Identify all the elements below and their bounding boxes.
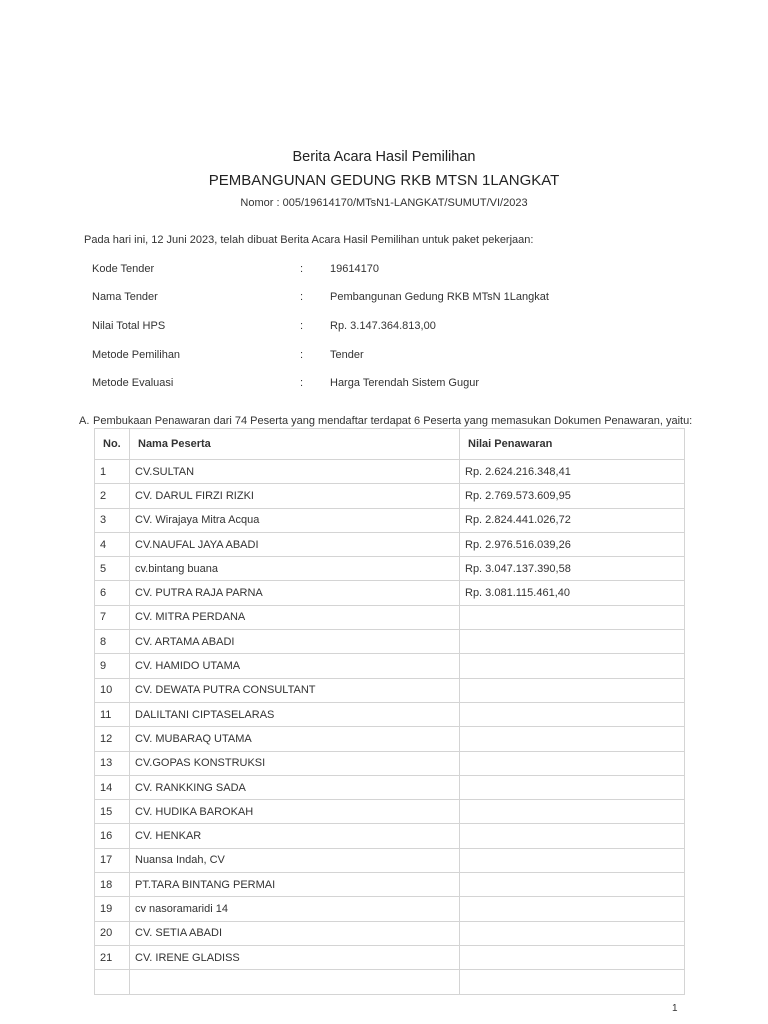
- cell-nama-peserta: CV. HAMIDO UTAMA: [130, 654, 460, 678]
- cell-no: 13: [95, 751, 130, 775]
- table-row: [95, 727, 685, 751]
- info-label: Nama Tender: [92, 291, 158, 303]
- info-label: Kode Tender: [92, 263, 155, 275]
- info-value: Harga Terendah Sistem Gugur: [330, 377, 479, 389]
- table-row: [95, 654, 685, 678]
- cell-nama-peserta: CV. SETIA ABADI: [130, 921, 460, 945]
- cell-no: 2: [95, 484, 130, 508]
- cell-no: 15: [95, 800, 130, 824]
- document-subtitle: PEMBANGUNAN GEDUNG RKB MTSN 1LANGKAT: [208, 172, 560, 189]
- table-row: [95, 532, 685, 556]
- participants-table: [94, 428, 685, 995]
- cell-nama-peserta: CV.NAUFAL JAYA ABADI: [130, 532, 460, 556]
- cell-no: 21: [95, 945, 130, 969]
- cell-nama-peserta: CV. MUBARAQ UTAMA: [130, 727, 460, 751]
- cell-no: 19: [95, 897, 130, 921]
- table-row: [95, 824, 685, 848]
- cell-no: 1: [95, 460, 130, 484]
- cell-nilai-penawaran: Rp. 3.047.137.390,58: [460, 557, 685, 581]
- table-row: [95, 630, 685, 654]
- info-row-nama-tender: [92, 291, 692, 305]
- table-row: [95, 897, 685, 921]
- info-colon: :: [300, 320, 304, 332]
- cell-nama-peserta: CV. PUTRA RAJA PARNA: [130, 581, 460, 605]
- info-row-kode-tender: [92, 263, 692, 277]
- info-value: 19614170: [330, 263, 379, 275]
- cell-no: 14: [95, 775, 130, 799]
- cell-no: 11: [95, 702, 130, 726]
- info-colon: :: [300, 291, 304, 303]
- cell-nilai-penawaran: [460, 848, 685, 872]
- cell-nilai-penawaran: [460, 921, 685, 945]
- section-a-text: Pembukaan Penawaran dari 74 Peserta yang mendaftar terdapat 6 Peserta yang memasukan Dokumen Penawaran, yaitu:: [93, 415, 693, 427]
- cell-nilai-penawaran: Rp. 2.976.516.039,26: [460, 532, 685, 556]
- cell-nama-peserta: CV. IRENE GLADISS: [130, 945, 460, 969]
- cell-nama-peserta: CV. MITRA PERDANA: [130, 605, 460, 629]
- cell-nama-peserta: CV. DEWATA PUTRA CONSULTANT: [130, 678, 460, 702]
- document-title: Berita Acara Hasil Pemilihan: [292, 149, 476, 165]
- cell-nilai-penawaran: [460, 800, 685, 824]
- cell-nilai-penawaran: Rp. 2.769.573.609,95: [460, 484, 685, 508]
- info-value: Rp. 3.147.364.813,00: [330, 320, 436, 332]
- table-row: [95, 945, 685, 969]
- cell-no: 8: [95, 630, 130, 654]
- table-row: [95, 751, 685, 775]
- cell-nama-peserta: CV.GOPAS KONSTRUKSI: [130, 751, 460, 775]
- cell-nama-peserta: PT.TARA BINTANG PERMAI: [130, 873, 460, 897]
- cell-nilai-penawaran: [460, 873, 685, 897]
- table-row: [95, 873, 685, 897]
- header-nama-peserta: Nama Peserta: [130, 429, 460, 460]
- table-row: [95, 800, 685, 824]
- cell-nilai-penawaran: [460, 605, 685, 629]
- cell-nama-peserta: Nuansa Indah, CV: [130, 848, 460, 872]
- cell-nilai-penawaran: [460, 702, 685, 726]
- header-no: No.: [95, 429, 130, 460]
- cell-no: 18: [95, 873, 130, 897]
- table-row: [95, 484, 685, 508]
- info-colon: :: [300, 263, 304, 275]
- info-row-metode-evaluasi: [92, 377, 692, 391]
- cell-no: [95, 970, 130, 994]
- table-row: [95, 848, 685, 872]
- table-row: [95, 460, 685, 484]
- cell-no: 20: [95, 921, 130, 945]
- info-value: Tender: [330, 349, 364, 361]
- cell-nilai-penawaran: [460, 727, 685, 751]
- section-marker: A.: [79, 415, 90, 427]
- cell-no: 12: [95, 727, 130, 751]
- cell-nilai-penawaran: [460, 897, 685, 921]
- table-row: [95, 921, 685, 945]
- intro-paragraph: Pada hari ini, 12 Juni 2023, telah dibuat Berita Acara Hasil Pemilihan untuk paket pekerjaan:: [84, 234, 534, 246]
- table-row: [95, 508, 685, 532]
- page-number: 1: [672, 1003, 678, 1014]
- cell-nilai-penawaran: [460, 824, 685, 848]
- cell-nilai-penawaran: [460, 751, 685, 775]
- info-label: Metode Evaluasi: [92, 377, 174, 389]
- cell-nilai-penawaran: [460, 630, 685, 654]
- cell-no: 9: [95, 654, 130, 678]
- cell-nama-peserta: CV. ARTAMA ABADI: [130, 630, 460, 654]
- info-label: Nilai Total HPS: [92, 320, 166, 332]
- cell-no: 16: [95, 824, 130, 848]
- cell-no: 4: [95, 532, 130, 556]
- cell-nilai-penawaran: [460, 970, 685, 994]
- cell-nama-peserta: CV. DARUL FIRZI RIZKI: [130, 484, 460, 508]
- cell-nilai-penawaran: Rp. 2.624.216.348,41: [460, 460, 685, 484]
- table-row: [95, 557, 685, 581]
- info-colon: :: [300, 349, 304, 361]
- info-colon: :: [300, 377, 304, 389]
- cell-nilai-penawaran: Rp. 2.824.441.026,72: [460, 508, 685, 532]
- cell-nilai-penawaran: [460, 775, 685, 799]
- info-value: Pembangunan Gedung RKB MTsN 1Langkat: [330, 291, 549, 303]
- table-row: [95, 605, 685, 629]
- cell-no: 10: [95, 678, 130, 702]
- document-number: Nomor : 005/19614170/MTsN1-LANGKAT/SUMUT/VI/2023: [240, 197, 528, 209]
- info-label: Metode Pemilihan: [92, 349, 181, 361]
- cell-nama-peserta: CV. RANKKING SADA: [130, 775, 460, 799]
- cell-nilai-penawaran: [460, 678, 685, 702]
- table-row: [95, 702, 685, 726]
- info-row-nilai-hps: [92, 320, 692, 334]
- table-header-row: [95, 429, 685, 460]
- cell-nama-peserta: cv.bintang buana: [130, 557, 460, 581]
- cell-nama-peserta: CV. Wirajaya Mitra Acqua: [130, 508, 460, 532]
- cell-nama-peserta: cv nasoramaridi 14: [130, 897, 460, 921]
- table-row: [95, 970, 685, 994]
- cell-nama-peserta: CV. HUDIKA BAROKAH: [130, 800, 460, 824]
- section-a-heading: [79, 415, 692, 427]
- cell-nama-peserta: DALILTANI CIPTASELARAS: [130, 702, 460, 726]
- cell-nama-peserta: CV.SULTAN: [130, 460, 460, 484]
- table-row: [95, 775, 685, 799]
- cell-no: 7: [95, 605, 130, 629]
- cell-no: 17: [95, 848, 130, 872]
- table-row: [95, 581, 685, 605]
- table-row: [95, 678, 685, 702]
- cell-no: 5: [95, 557, 130, 581]
- cell-nilai-penawaran: Rp. 3.081.115.461,40: [460, 581, 685, 605]
- cell-nilai-penawaran: [460, 945, 685, 969]
- cell-nama-peserta: CV. HENKAR: [130, 824, 460, 848]
- header-nilai-penawaran: Nilai Penawaran: [460, 429, 685, 460]
- cell-nama-peserta: [130, 970, 460, 994]
- info-row-metode-pemilihan: [92, 349, 692, 363]
- cell-no: 6: [95, 581, 130, 605]
- cell-no: 3: [95, 508, 130, 532]
- cell-nilai-penawaran: [460, 654, 685, 678]
